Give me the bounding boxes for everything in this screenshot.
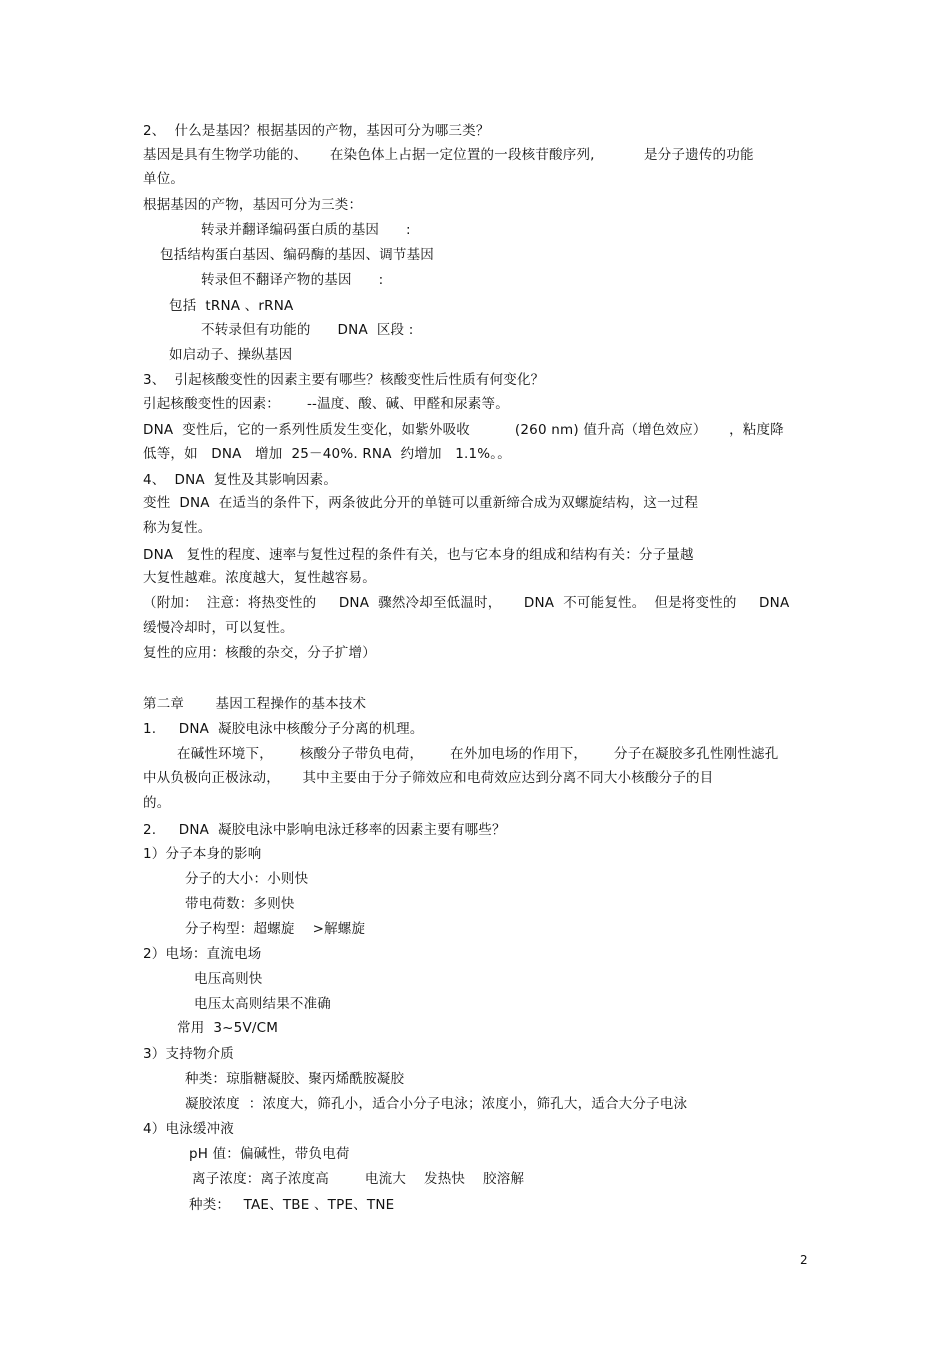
text-line: 包括 tRNA 、rRNA	[169, 298, 294, 314]
question-1-heading: 1. DNA 凝胶电泳中核酸分子分离的机理。	[143, 721, 424, 737]
text-line: 4）电泳缓冲液	[143, 1121, 234, 1137]
text-line: 3）支持物介质	[143, 1046, 234, 1062]
text-line: 电压高则快	[194, 971, 263, 987]
text-line: 在碱性环境下， 核酸分子带负电荷， 在外加电场的作用下， 分子在凝胶多孔性刚性滤孔	[177, 746, 779, 762]
text-line: （附加： 注意：将热变性的 DNA 骤然冷却至低温时， DNA 不可能复性。 但是将变性的 DNA	[143, 595, 790, 611]
text-line: 的。	[143, 795, 171, 811]
text-line: 大复性越难。浓度越大，复性越容易。	[143, 570, 376, 586]
text-line: DNA 复性的程度、速率与复性过程的条件有关，也与它本身的组成和结构有关：分子量越	[143, 547, 694, 563]
text-line: 离子浓度：离子浓度高 电流大 发热快 胶溶解	[192, 1171, 525, 1187]
text-line: 中从负极向正极泳动， 其中主要由于分子筛效应和电荷效应达到分离不同大小核酸分子的目	[143, 770, 714, 786]
text-line: 单位。	[143, 171, 185, 187]
text-line: 包括结构蛋白基因、编码酶的基因、调节基因	[160, 247, 434, 263]
chapter-heading: 第二章 基因工程操作的基本技术	[143, 696, 367, 712]
text-line: 常用 3~5V/CM	[177, 1020, 279, 1036]
text-line: 缓慢冷却时，可以复性。	[143, 620, 294, 636]
text-line: 基因是具有生物学功能的、 在染色体上占据一定位置的一段核苷酸序列, 是分子遗传的功能	[143, 147, 754, 163]
text-line: 变性 DNA 在适当的条件下，两条彼此分开的单链可以重新缔合成为双螺旋结构，这一过程	[143, 495, 699, 511]
text-line: 不转录但有功能的 DNA 区段 :	[201, 322, 414, 338]
question-2-heading: 2、 什么是基因？根据基因的产物，基因可分为哪三类？	[143, 123, 490, 139]
text-line: 引起核酸变性的因素： --温度、酸、碱、甲醛和尿素等。	[143, 396, 509, 412]
text-line: 低等，如 DNA 增加 25－40%. RNA 约增加 1.1%。。	[143, 446, 511, 462]
question-4-heading: 4、 DNA 复性及其影响因素。	[143, 472, 338, 488]
text-line: 转录并翻译编码蛋白质的基因 :	[201, 222, 411, 238]
text-line: 凝胶浓度 ：浓度大，筛孔小，适合小分子电泳；浓度小，筛孔大，适合大分子电泳	[185, 1096, 688, 1112]
text-line: 种类：琼脂糖凝胶、聚丙烯酰胺凝胶	[185, 1071, 405, 1087]
text-line: 如启动子、操纵基因	[169, 347, 293, 363]
text-line: 分子构型：超螺旋 >解螺旋	[185, 921, 366, 937]
text-line: DNA 变性后，它的一系列性质发生变化，如紫外吸收 (260 nm) 值升高（增色效应） ，粘度降	[143, 422, 784, 438]
text-line: 带电荷数：多则快	[185, 896, 295, 912]
text-line: 根据基因的产物，基因可分为三类：	[143, 197, 363, 213]
text-line: 称为复性。	[143, 520, 212, 536]
text-line: 2）电场：直流电场	[143, 946, 262, 962]
question-2b-heading: 2. DNA 凝胶电泳中影响电泳迁移率的因素主要有哪些？	[143, 822, 506, 838]
text-line: 转录但不翻译产物的基因 :	[201, 272, 384, 288]
text-line: 复性的应用：核酸的杂交，分子扩增）	[143, 645, 376, 661]
text-line: 电压太高则结果不准确	[194, 996, 331, 1012]
text-line: pH 值：偏碱性，带负电荷	[189, 1146, 350, 1162]
text-line: 1）分子本身的影响	[143, 846, 262, 862]
text-line: 分子的大小：小则快	[185, 871, 309, 887]
page-number: 2	[800, 1253, 808, 1267]
question-3-heading: 3、 引起核酸变性的因素主要有哪些？核酸变性后性质有何变化？	[143, 372, 545, 388]
text-line: 种类： TAE、TBE 、TPE、TNE	[189, 1197, 395, 1213]
